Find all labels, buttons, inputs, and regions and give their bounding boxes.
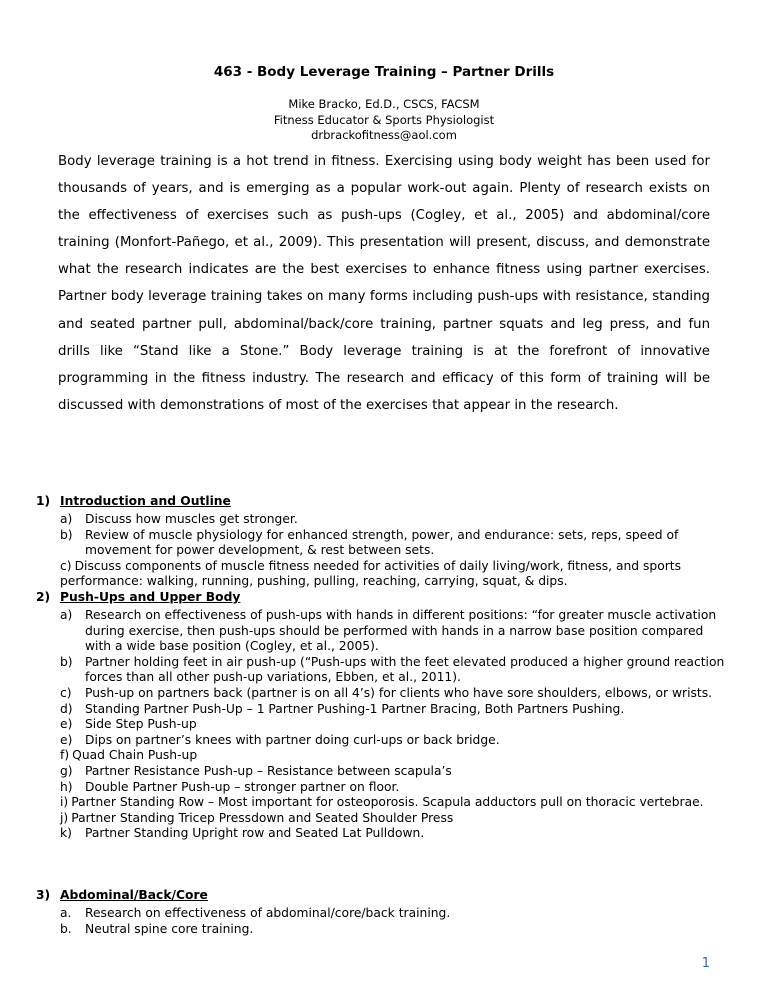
item-label: d) [60, 701, 73, 716]
list-item [36, 748, 726, 764]
item-label: k) [60, 826, 72, 841]
item-text: Partner holding feet in air push-up (“Push-ups with the feet elevated produced a higher ground reaction forces than all other push-up variations, Ebben, et al., 2011). [85, 654, 725, 685]
item-text: Dips on partner’s knees with partner doing curl-ups or back bridge. [85, 732, 500, 747]
intro-paragraph: Body leverage training is a hot trend in fitness. Exercising using body weight has been used for thousands of years, and is emerging as a popular work-out again. Plenty of research exists on the effectiveness of exercises such as push-ups (Cogley, et al., 2005) and abdominal/core training (Monfort-Pañego, et al., 2009). This presentation will present, discuss, and demonstrate what the research indicates are the best exercises to enhance fitness using partner exercises. Partner body leverage training takes on many forms including push-ups with resistance, standing and seated partner pull, abdominal/back/core training, partner squats and leg press, and fun drills like “Stand like a Stone.” Body leverage training is at the forefront of innovative programming in the fitness industry. The research and efficacy of this form of training will be discussed with demonstrations of most of the exercises that appear in the research. [58, 154, 710, 413]
section-heading [36, 887, 726, 904]
list-item [36, 512, 726, 528]
item-text: Review of muscle physiology for enhanced strength, power, and endurance: sets, reps, speed of movement for power development, & rest between sets. [85, 527, 679, 558]
section-core [36, 887, 726, 937]
author-title: Fitness Educator & Sports Physiologist [273, 112, 495, 127]
list-item [36, 528, 726, 559]
section-number: 1) [36, 494, 51, 508]
list-item [36, 795, 726, 811]
item-text: Partner Standing Tricep Pressdown and Seated Shoulder Press [71, 810, 454, 825]
item-text: Push-up on partners back (partner is on all 4’s) for clients who have sore shoulders, elbows, or wrists. [85, 685, 713, 700]
item-text: Side Step Push-up [85, 717, 197, 732]
item-label: e) [60, 717, 73, 732]
item-label: c) [60, 685, 72, 700]
author-block [0, 97, 768, 144]
section-introduction [36, 493, 726, 590]
item-label: a) [60, 608, 73, 622]
list-item [36, 780, 726, 796]
list-item [36, 811, 726, 827]
item-text: Partner Standing Row – Most important for osteoporosis. Scapula adductors pull on thoracic vertebrae. [71, 795, 704, 810]
list-item [36, 922, 726, 938]
page-number: 1 [701, 956, 710, 971]
item-label: a) [60, 512, 73, 526]
section-heading [36, 493, 726, 510]
item-text: Double Partner Push-up – stronger partner on floor. [85, 779, 400, 794]
item-text: Research on effectiveness of abdominal/core/back training. [85, 906, 451, 920]
item-label: b) [60, 654, 73, 669]
author-email: drbrackofitness@aol.com [311, 128, 457, 142]
item-text: Discuss how muscles get stronger. [85, 512, 298, 526]
section-pushups [36, 589, 726, 842]
list-item [36, 559, 726, 590]
item-label: e) [60, 732, 73, 747]
section-items [36, 608, 726, 842]
item-label: g) [60, 763, 73, 778]
item-label: b) [60, 527, 73, 542]
section-number: 3) [36, 888, 51, 902]
section-title: Push-Ups and Upper Body [60, 590, 241, 604]
item-text: Discuss components of muscle fitness needed for activities of daily living/work, fitness, and sports performance: walking, running, pushing, pulling, reaching, carrying, squat, & dips. [60, 558, 682, 589]
item-label: a. [60, 906, 72, 920]
item-label: j) [60, 810, 69, 825]
item-label: i) [60, 795, 69, 810]
item-label: c) [60, 558, 72, 573]
author-name: Mike Bracko, Ed.D., CSCS, FACSM [288, 97, 480, 111]
list-item [36, 826, 726, 842]
list-item [36, 655, 726, 686]
list-item [36, 764, 726, 780]
list-item [36, 733, 726, 749]
list-item [36, 702, 726, 718]
section-title: Abdominal/Back/Core [60, 888, 208, 902]
item-text: Quad Chain Push-up [72, 748, 198, 763]
list-item [36, 717, 726, 733]
section-heading [36, 589, 726, 606]
list-item [36, 906, 726, 922]
item-label: b. [60, 921, 72, 936]
item-text: Research on effectiveness of push-ups with hands in different positions: “for greater muscle activation during exercise, then push-ups should be performed with hands in a narrow base position compared with a wide base position (Cogley, et al., 2005). [85, 608, 717, 654]
section-items [36, 512, 726, 590]
item-label: f) [60, 748, 70, 763]
item-label: h) [60, 779, 73, 794]
section-title: Introduction and Outline [60, 494, 231, 508]
document-title: 463 - Body Leverage Training – Partner Drills [213, 64, 555, 80]
item-text: Standing Partner Push-Up – 1 Partner Pushing-1 Partner Bracing, Both Partners Pushing. [85, 701, 625, 716]
item-text: Neutral spine core training. [85, 921, 254, 936]
section-items [36, 906, 726, 937]
section-number: 2) [36, 590, 51, 604]
item-text: Partner Resistance Push-up – Resistance between scapula’s [85, 763, 452, 778]
item-text: Partner Standing Upright row and Seated Lat Pulldown. [85, 826, 425, 841]
list-item [36, 608, 726, 655]
list-item [36, 686, 726, 702]
